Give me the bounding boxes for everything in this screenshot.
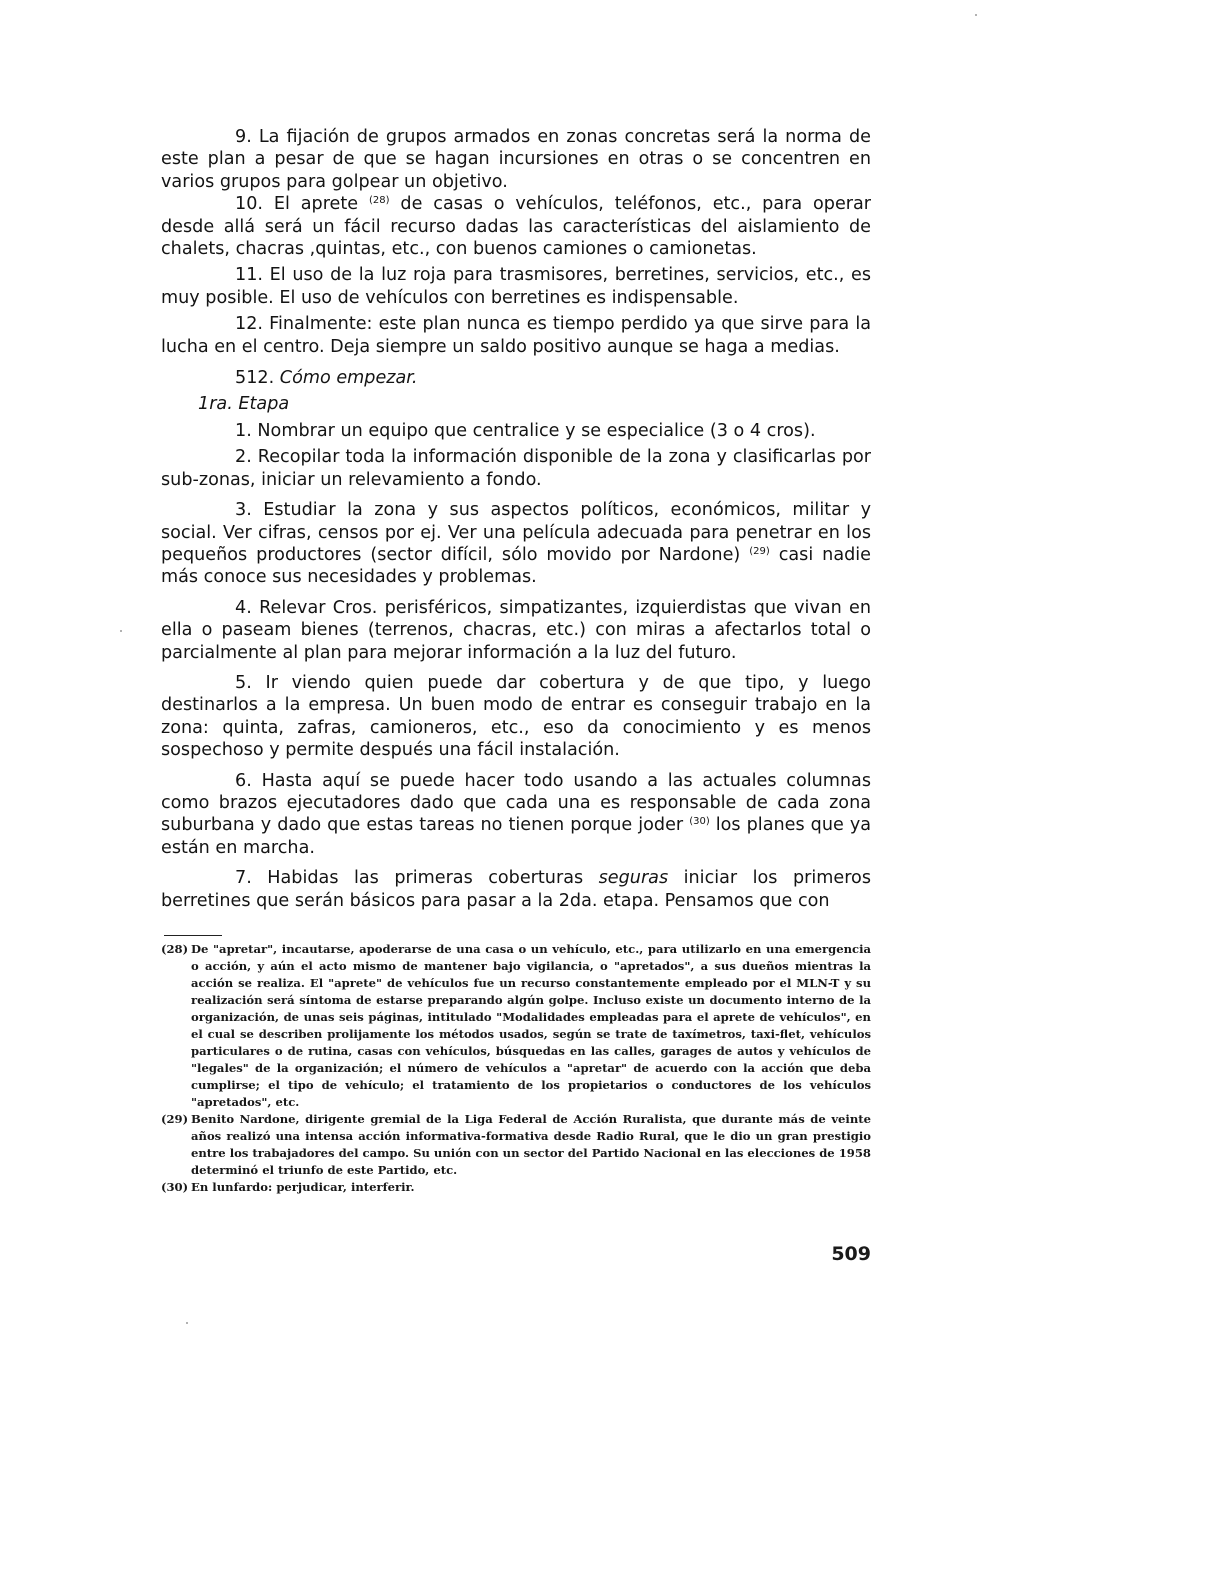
stage-heading <box>161 393 871 415</box>
paragraph-text: de casas o vehículos, teléfonos, etc., para operar desde allá será un fácil recurso dadas las características del aislamiento de chalets, chacras ,quintas, etc., con buenos camiones o camionetas. <box>161 194 872 260</box>
footnote-30 <box>161 1179 871 1196</box>
scan-speck <box>186 1322 188 1324</box>
page-number: 509 <box>831 1243 871 1265</box>
step-text: Hasta aquí se puede hacer todo usando a las actuales columnas como brazos ejecutadores dado que cada una es responsable de cada zona suburbana y dado que estas tareas no tienen porque joder <box>161 770 872 836</box>
step-number: 1. <box>235 420 252 441</box>
footnote-number: (29) <box>161 1112 189 1126</box>
step-number: 7. <box>235 868 252 889</box>
step-text: Habidas las primeras coberturas <box>267 868 584 889</box>
step-1 <box>161 420 871 442</box>
step-number: 6. <box>235 770 252 791</box>
paragraph-10 <box>161 193 871 260</box>
paragraph-12 <box>161 313 871 358</box>
step-4 <box>161 597 871 664</box>
paragraph-9 <box>161 126 871 193</box>
paragraph-number: 9. <box>235 127 252 147</box>
footnote-number: (30) <box>161 1180 189 1194</box>
step-5 <box>161 672 871 762</box>
step-emphasis: seguras <box>598 868 669 889</box>
step-text: Ir viendo quien puede dar cobertura y de que tipo, y luego destinarlos a la empresa. Un buen modo de entrar es conseguir trabajo en la zona: quinta, zafras, camioneros, etc., eso da conocimiento y es menos sospechoso y permite después una fácil instalación. <box>161 672 871 761</box>
step-2 <box>161 446 871 491</box>
paragraph-11 <box>161 264 871 309</box>
scan-speck <box>120 630 122 632</box>
footnote-text: En lunfardo: perjudicar, interferir. <box>191 1180 415 1194</box>
body-text <box>161 126 871 912</box>
footnotes <box>161 941 871 1196</box>
section-heading <box>161 367 871 389</box>
scan-speck <box>975 14 977 16</box>
paragraph-number: 12. <box>235 314 263 335</box>
paragraph-text: Finalmente: este plan nunca es tiempo perdido ya que sirve para la lucha en el centro. Deja siempre un saldo positivo aunque se haga a medias. <box>161 314 871 357</box>
step-text: Nombrar un equipo que centralice y se especialice (3 o 4 cros). <box>257 420 816 441</box>
footnote-ref-29: (29) <box>749 545 770 557</box>
step-number: 5. <box>235 672 252 693</box>
step-number: 2. <box>235 447 252 468</box>
footnote-number: (28) <box>161 942 189 956</box>
footnote-ref-28: (28) <box>369 195 390 207</box>
paragraph-text: El aprete <box>273 194 359 215</box>
footnote-text: De "apretar", incautarse, apoderarse de una casa o un vehículo, etc., para utilizarlo en una emergencia o acción, y aún el acto mismo de mantener bajo vigilancia, o "apretados", a sus dueños mientras la acción se realiza. El "aprete" de vehículos fue un recurso constantemente empleado por el MLN-T y su realización será síntoma de estarse preparando algún golpe. Incluso existe un documento interno de la organización, de unas seis páginas, intitulado "Modalidades empleadas para el aprete de vehículos", en el cual se describen prolijamente los métodos usados, según se trate de taxímetros, taxi-flet, vehículos particulares o de rutina, casas con vehículos, búsquedas en las calles, garages de autos y vehículos de "legales" de la organización; el número de vehículos a "apretar" de acuerdo con la acción que deba cumplirse; el tipo de vehículo; el tratamiento de los propietarios o conductores de los vehículos "apretados", etc. <box>191 942 871 1109</box>
paragraph-number: 11. <box>235 265 263 286</box>
stage-title: 1ra. Etapa <box>198 394 290 415</box>
footnote-text: Benito Nardone, dirigente gremial de la Liga Federal de Acción Ruralista, que durante más de veinte años realizó una intensa acción informativa-formativa desde Radio Rural, que le dio un gran prestigio entre los trabajadores del campo. Su unión con un sector del Partido Nacional en las elecciones de 1958 determinó el triunfo de este Partido, etc. <box>191 1112 871 1177</box>
footnote-ref-30: (30) <box>689 816 710 828</box>
step-text: casi nadie más conoce sus necesidades y problemas. <box>161 544 871 588</box>
footnote-29 <box>161 1111 871 1179</box>
step-number: 4. <box>235 597 252 618</box>
step-text: Relevar Cros. perisféricos, simpatizantes, izquierdistas que vivan en ella o paseam bienes (terrenos, chacras, etc.) con miras a afectarlos total o parcialmente al plan para mejorar información a la luz del futuro. <box>161 597 871 663</box>
step-text: Estudiar la zona y sus aspectos políticos, económicos, militar y social. Ver cifras, censos por ej. Ver una película adecuada para penetrar en los pequeños productores (sector difícil, sólo movido por Nardone) <box>161 500 872 565</box>
paragraph-number: 10. <box>235 194 263 215</box>
footnote-28 <box>161 941 871 1111</box>
section-title: Cómo empezar. <box>279 368 418 389</box>
step-text: iniciar los primeros berretines que serán básicos para pasar a la 2da. etapa. Pensamos que con <box>161 868 871 911</box>
paragraph-text: La fijación de grupos armados en zonas concretas será la norma de este plan a pesar de que se hagan incursiones en otras o se concentren en varios grupos para golpear un objetivo. <box>161 127 871 192</box>
section-number: 512. <box>235 368 275 389</box>
step-7 <box>161 867 871 912</box>
step-6 <box>161 770 871 860</box>
step-3 <box>161 499 871 589</box>
step-text: Recopilar toda la información disponible de la zona y clasificarlas por sub-zonas, iniciar un relevamiento a fondo. <box>161 447 871 490</box>
paragraph-text: El uso de la luz roja para trasmisores, berretines, servicios, etc., es muy posible. El uso de vehículos con berretines es indispensable. <box>161 265 871 308</box>
step-number: 3. <box>235 500 252 521</box>
footnote-divider <box>164 935 222 936</box>
step-text: los planes que ya están en marcha. <box>161 815 872 858</box>
